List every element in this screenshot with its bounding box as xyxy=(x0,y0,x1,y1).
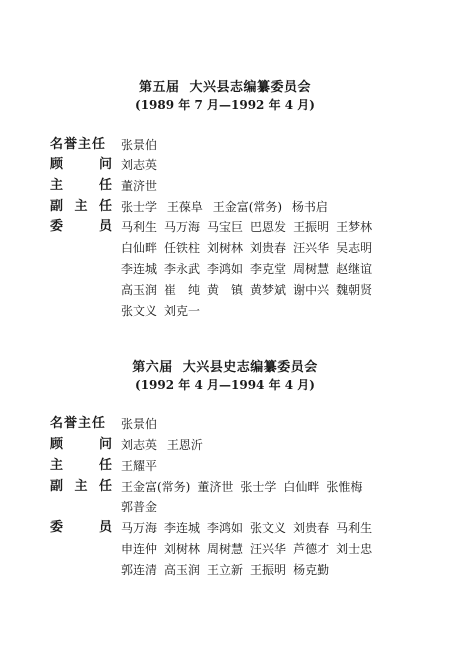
role-char: 员 xyxy=(98,520,112,535)
person-name: 刘贵春 xyxy=(250,241,287,255)
person-name: 芦德才 xyxy=(293,542,330,556)
person-name: 王葆阜 xyxy=(166,200,203,214)
role-char: 主 xyxy=(50,178,64,193)
section-5-name: 大兴县志编纂委员会 xyxy=(189,80,312,95)
role-char: 主 xyxy=(50,458,64,473)
role-char: 主 xyxy=(74,199,88,214)
section-6-label: 第六届 xyxy=(132,360,173,375)
person-name: 魏朝贤 xyxy=(336,283,373,297)
role-char: 主 xyxy=(74,479,88,494)
person-name: 马万海 xyxy=(164,220,201,234)
person-name: 杨书启 xyxy=(291,200,328,214)
person-name: 李永武 xyxy=(164,262,201,276)
role-member xyxy=(50,518,112,538)
person-name: 刘志英 xyxy=(121,158,158,172)
s6-advisor-row xyxy=(50,435,430,457)
person-name: 吴志明 xyxy=(336,241,373,255)
section-5-title xyxy=(0,76,450,95)
person-name: 汪兴华 xyxy=(250,542,287,556)
person-name: 王金富(常务) xyxy=(212,200,283,214)
role-char: 委 xyxy=(50,520,64,535)
person-name: 白仙畔 xyxy=(283,480,320,494)
role-char: 问 xyxy=(98,437,112,452)
section-5-period: (1989 年 7 月—1992 年 4 月) xyxy=(135,98,315,112)
person-name: 刘树林 xyxy=(164,542,201,556)
person-name: 刘树林 xyxy=(207,241,244,255)
person-name: 张景伯 xyxy=(121,138,158,152)
role-char: 顾 xyxy=(50,437,64,452)
s5-members-line-2 xyxy=(121,238,431,258)
s6-deputies-line-2 xyxy=(121,497,431,517)
role-char: 副 xyxy=(50,479,64,494)
person-name: 刘志英 xyxy=(121,438,158,452)
person-name: 郭普金 xyxy=(121,500,158,514)
s6-deputies-line-1 xyxy=(121,477,431,497)
person-name: 张文义 xyxy=(121,304,158,318)
person-name: 李连城 xyxy=(164,521,201,535)
person-name: 王振明 xyxy=(250,563,287,577)
section-6-name: 大兴县史志编纂委员会 xyxy=(182,360,318,375)
s5-members-line-1 xyxy=(121,217,431,237)
person-name: 张景伯 xyxy=(121,417,158,431)
person-name: 高玉润 xyxy=(121,283,158,297)
role-director xyxy=(50,456,112,476)
role-char: 任 xyxy=(98,178,112,193)
person-name: 白仙畔 xyxy=(121,241,158,255)
role-advisor xyxy=(50,155,112,175)
person-name: 王立新 xyxy=(207,563,244,577)
role-char: 任 xyxy=(98,199,112,214)
person-name: 李鸿如 xyxy=(207,521,244,535)
person-name: 崔 纯 xyxy=(164,283,201,297)
person-name: 马万海 xyxy=(121,521,158,535)
person-name: 王振明 xyxy=(293,220,330,234)
role-honorary-director: 名誉主任 xyxy=(50,137,107,152)
role-member xyxy=(50,217,112,237)
person-name: 张惟梅 xyxy=(326,480,363,494)
person-name: 王恩沂 xyxy=(166,438,203,452)
section-6-title xyxy=(0,356,450,375)
role-char: 员 xyxy=(98,219,112,234)
person-name: 高玉润 xyxy=(164,563,201,577)
role-director xyxy=(50,176,112,196)
s5-deputy-row xyxy=(50,197,430,219)
person-name: 周树慧 xyxy=(207,542,244,556)
person-name: 马宝巨 xyxy=(207,220,244,234)
s6-members-line-2 xyxy=(121,539,431,559)
person-name: 刘贵春 xyxy=(293,521,330,535)
person-name: 马利生 xyxy=(121,220,158,234)
person-name: 周树慧 xyxy=(293,262,330,276)
person-name: 王耀平 xyxy=(121,459,158,473)
person-name: 张士学 xyxy=(121,200,158,214)
person-name: 任铁柱 xyxy=(164,241,201,255)
person-name: 刘克一 xyxy=(164,304,201,318)
s6-honorary-row xyxy=(50,414,430,436)
s5-members-line-4 xyxy=(121,280,431,300)
person-name: 马利生 xyxy=(336,521,373,535)
role-char: 副 xyxy=(50,199,64,214)
person-name: 巴恩发 xyxy=(250,220,287,234)
s6-members-line-1 xyxy=(121,518,431,538)
person-name: 赵继谊 xyxy=(336,262,373,276)
role-char: 委 xyxy=(50,219,64,234)
s5-honorary-row xyxy=(50,135,430,157)
person-name: 董济世 xyxy=(121,179,158,193)
role-advisor xyxy=(50,435,112,455)
s6-director-row xyxy=(50,456,430,478)
person-name: 张文义 xyxy=(250,521,287,535)
person-name: 黄 镇 xyxy=(207,283,244,297)
person-name: 黄梦斌 xyxy=(250,283,287,297)
person-name: 王梦林 xyxy=(336,220,373,234)
person-name: 汪兴华 xyxy=(293,241,330,255)
s5-advisor-row xyxy=(50,155,430,177)
person-name: 李克堂 xyxy=(250,262,287,276)
s5-members-line-3 xyxy=(121,259,431,279)
role-honorary-director: 名誉主任 xyxy=(50,416,107,431)
s5-members-line-5 xyxy=(121,301,431,321)
person-name: 申连仲 xyxy=(121,542,158,556)
person-name: 董济世 xyxy=(197,480,234,494)
role-deputy-director xyxy=(50,477,112,497)
role-char: 任 xyxy=(98,479,112,494)
section-6-period: (1992 年 4 月—1994 年 4 月) xyxy=(135,378,315,392)
person-name: 杨克勤 xyxy=(293,563,330,577)
section-5-label: 第五届 xyxy=(138,80,180,95)
person-name: 李连城 xyxy=(121,262,158,276)
role-deputy-director xyxy=(50,197,112,217)
person-name: 刘士忠 xyxy=(336,542,373,556)
role-char: 任 xyxy=(98,458,112,473)
s6-members-line-3 xyxy=(121,560,431,580)
s5-director-row xyxy=(50,176,430,198)
person-name: 王金富(常务) xyxy=(121,480,191,494)
person-name: 张士学 xyxy=(240,480,277,494)
person-name: 郭连清 xyxy=(121,563,158,577)
person-name: 谢中兴 xyxy=(293,283,330,297)
person-name: 李鸿如 xyxy=(207,262,244,276)
role-char: 顾 xyxy=(50,157,64,172)
role-char: 问 xyxy=(98,157,112,172)
